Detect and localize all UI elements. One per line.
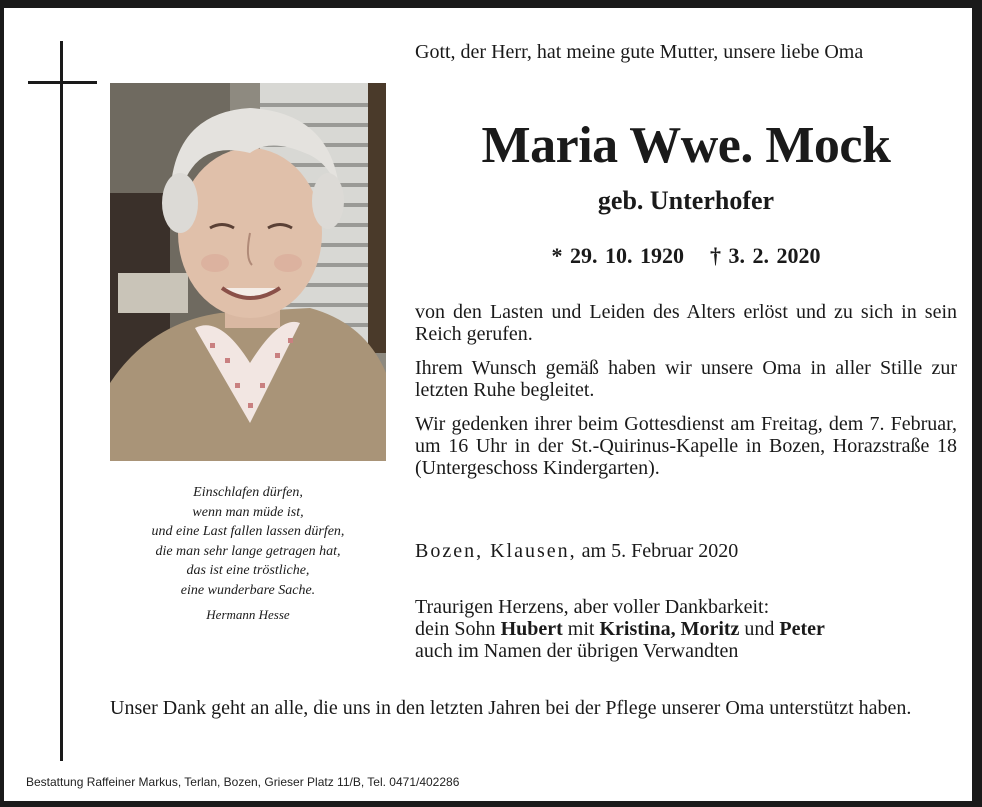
poem-author: Hermann Hesse — [206, 607, 290, 622]
grandchild-name: Peter — [779, 618, 825, 640]
poem-line: wenn man müde ist, — [192, 504, 304, 520]
cross-icon-vertical — [60, 41, 63, 761]
place-date — [415, 540, 738, 562]
notice-date: am 5. Februar 2020 — [581, 540, 739, 562]
mourners-with: mit — [562, 618, 600, 640]
portrait-image — [110, 83, 386, 461]
grandchildren-names: Kristina, Moritz — [599, 618, 740, 640]
mourners-and: und — [739, 618, 780, 640]
portrait-photo — [110, 83, 386, 461]
poem-line: Einschlafen dürfen, — [193, 485, 303, 500]
death-date: † 3. 2. 2020 — [710, 243, 821, 268]
paragraph-text: Wir gedenken ihrer beim Gottesdienst am Freitag, dem 7. Februar, um 16 Uhr in der St.-Quirinus-Kapelle in Bozen, Horazstraße 18 (Untergeschoss Kindergarten). — [415, 413, 957, 479]
paragraph-text: Ihrem Wunsch gemäß haben wir unsere Oma in aller Stille zur letzten Ruhe begleitet. — [415, 357, 957, 401]
mourners-prefix: dein Sohn — [415, 618, 501, 640]
intro-text-block — [415, 41, 957, 63]
poem-line: und eine Last fallen lassen dürfen, — [151, 524, 345, 539]
life-dates — [415, 243, 957, 269]
closing-thanks: Unser Dank geht an alle, die uns in den letzten Jahren bei der Pflege unserer Oma unterstützt haben. — [110, 697, 912, 719]
poem-line: das ist eine tröstliche, — [186, 563, 310, 578]
mourners-names — [415, 618, 957, 640]
paragraph-block — [415, 357, 957, 401]
mourners-relatives: auch im Namen der übrigen Verwandten — [415, 640, 739, 662]
poem-line: die man sehr lange getragen hat, — [155, 543, 341, 559]
intro-text: Gott, der Herr, hat meine gute Mutter, unsere liebe Oma — [415, 41, 864, 63]
funeral-home-footer: Bestattung Raffeiner Markus, Terlan, Bozen, Grieser Platz 11/B, Tel. 0471/402286 — [26, 775, 460, 789]
paragraph-text: von den Lasten und Leiden des Alters erlöst und zu sich in sein Reich gerufen. — [415, 301, 957, 345]
mourners-intro: Traurigen Herzens, aber voller Dankbarkeit: — [415, 596, 770, 618]
maiden-name: geb. Unterhofer — [597, 186, 775, 215]
mourners-block — [415, 596, 957, 662]
birth-date: * 29. 10. 1920 — [551, 243, 684, 268]
son-name: Hubert — [500, 618, 563, 640]
poem — [110, 483, 386, 625]
poem-line: eine wunderbare Sache. — [180, 582, 316, 598]
deceased-name: Maria Wwe. Mock — [481, 117, 891, 174]
paragraph-block — [415, 301, 957, 345]
cross-icon-horizontal — [28, 81, 97, 84]
paragraph-block — [415, 413, 957, 479]
places: Bozen, Klausen, — [415, 540, 577, 562]
